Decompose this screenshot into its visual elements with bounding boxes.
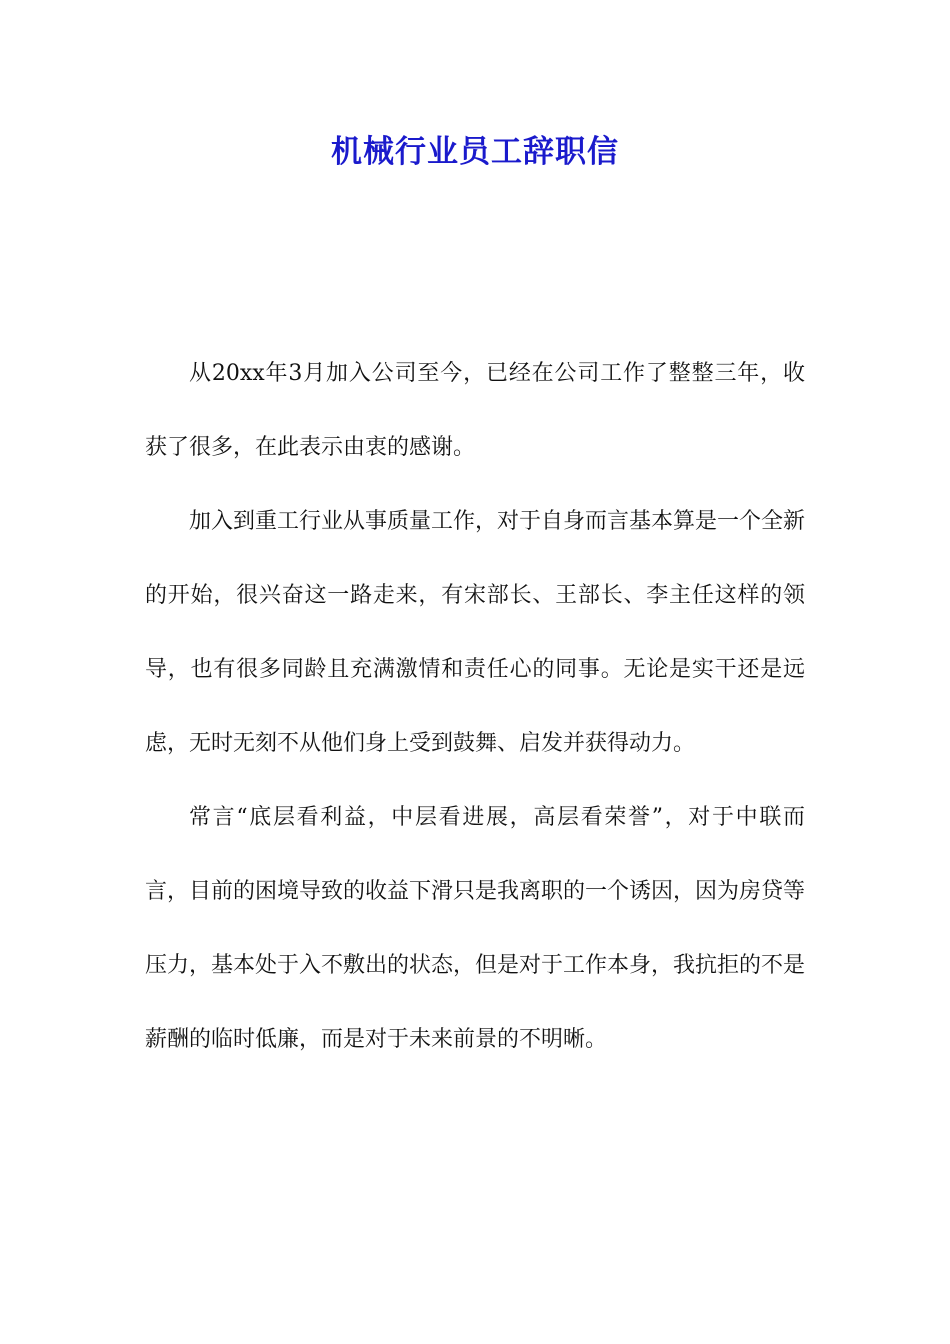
paragraph-1: 从20xx年3月加入公司至今，已经在公司工作了整整三年，收获了很多，在此表示由衷的感谢。 <box>145 361 805 460</box>
paragraph-3: 常言“底层看利益，中层看进展，高层看荣誉”，对于中联而言，目前的困境导致的收益下滑只是我离职的一个诱因，因为房贷等压力，基本处于入不敷出的状态，但是对于工作本身，我抗拒的不是薪酬的临时低廉，而是对于未来前景的不明晰。 <box>145 805 806 1052</box>
paragraph-2: 加入到重工行业从事质量工作，对于自身而言基本算是一个全新的开始，很兴奋这一路走来，有宋部长、王部长、李主任这样的领导，也有很多同龄且充满激情和责任心的同事。无论是实干还是远虑，无时无刻不从他们身上受到鼓舞、启发并获得动力。 <box>145 509 806 756</box>
document-title: 机械行业员工辞职信 <box>331 134 619 170</box>
document-body <box>145 337 805 1077</box>
